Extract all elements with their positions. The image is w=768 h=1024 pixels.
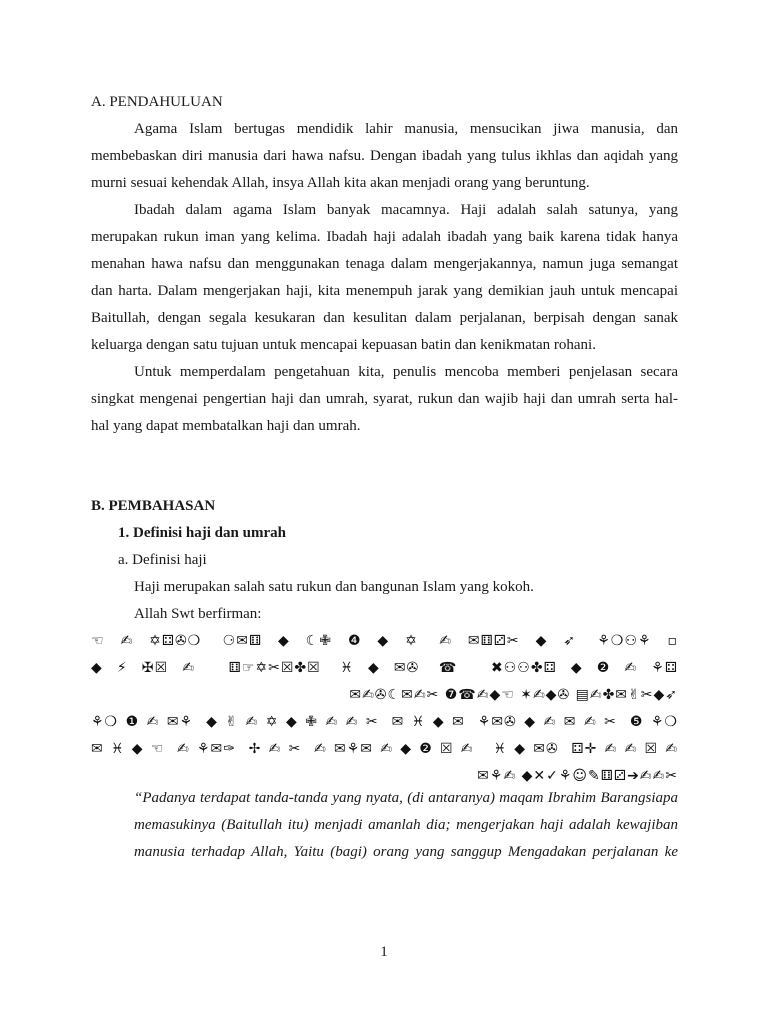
- section-a-heading: A. PENDAHULUAN: [91, 94, 223, 110]
- translation-line: memasukinya (Baitullah itu) menjadi amanlah dia; mengerjakan haji adalah kewajiban: [134, 817, 678, 833]
- paragraph-line: Allah Swt berfirman:: [134, 606, 262, 622]
- arabic-verse-line: ✉⚘✍ ◆✕✓⚘☺✎⚅⚂➔✍✍✂: [477, 768, 678, 784]
- paragraph-line: murni sesuai kehendak Allah, insya Allah kita akan menjadi orang yang beruntung.: [91, 175, 590, 191]
- paragraph-line: dan harta. Dalam mengerjakan haji, kita menempuh jarak yang demikian jauh untuk mencapai: [91, 283, 678, 299]
- paragraph-line: singkat mengenai pengertian haji dan umrah, syarat, rukun dan wajib haji dan umrah serta hal-: [91, 391, 678, 407]
- section-b-heading: B. PEMBAHASAN: [91, 498, 216, 514]
- paragraph-line: keluarga dengan satu tujuan untuk mencapai kepuasan batin dan kenikmatan rohani.: [91, 337, 596, 353]
- arabic-verse-line: ✉♓◆☜ ✍⚘✉✑ ✢✍✂ ✍✉⚘✉✍◆❷☒✍ ♓◆✉✇ ⚃✛✍✍☒✍: [91, 741, 678, 757]
- paragraph-line: Haji merupakan salah satu rukun dan bangunan Islam yang kokoh.: [134, 579, 534, 595]
- subsection-heading: 1. Definisi haji dan umrah: [118, 525, 286, 541]
- paragraph-line: Baitullah, dengan segala kesukaran dan kesulitan dalam perjalanan, berpisah dengan sanak: [91, 310, 678, 326]
- paragraph-line: Agama Islam bertugas mendidik lahir manusia, mensucikan jiwa manusia, dan: [134, 121, 678, 137]
- translation-line: manusia terhadap Allah, Yaitu (bagi) orang yang sanggup Mengadakan perjalanan ke: [134, 844, 678, 860]
- arabic-verse-line: ☜✍✡⚃✇❍ ⚆✉⚅◆☾✙❹◆✡ ✍✉⚅⚂✂◆➶ ⚘❍⚇⚘▫: [91, 633, 678, 649]
- arabic-verse-line: ⚘❍❶✍✉⚘ ◆✌✍✡◆✙✍✍✂ ✉♓◆✉ ⚘✉✇◆✍✉✍✂ ❺⚘❍: [91, 714, 678, 730]
- arabic-verse-line: ✉✍✇☾✉✍✂ ❼☎✍◆☜ ✶✍◆✇ ▤✍✤✉✌✂◆➶: [349, 687, 678, 703]
- sub-item-heading: a. Definisi haji: [118, 552, 207, 568]
- arabic-verse-line: ◆⚡✠☒✍ ⚅☞✡✂☒✤☒ ♓◆✉✇ ☎ ✖⚇⚇✤⚃◆❷✍⚘⚃: [91, 660, 678, 676]
- paragraph-line: membebaskan diri manusia dari hawa nafsu. Dengan ibadah yang tulus ikhlas dan aqidah yang: [91, 148, 678, 164]
- paragraph-line: menahan hawa nafsu dan menggunakan tenaga dalam mengerjakannya, namun juga semangat: [91, 256, 678, 272]
- page-number: 1: [380, 944, 388, 960]
- paragraph-line: Untuk memperdalam pengetahuan kita, penulis mencoba memberi penjelasan secara: [134, 364, 678, 380]
- paragraph-line: hal yang dapat membatalkan haji dan umrah.: [91, 418, 361, 434]
- translation-line: “Padanya terdapat tanda-tanda yang nyata, (di antaranya) maqam Ibrahim Barangsiapa: [134, 790, 678, 806]
- paragraph-line: Ibadah dalam agama Islam banyak macamnya. Haji adalah salah satunya, yang: [134, 202, 678, 218]
- paragraph-line: merupakan rukun iman yang kelima. Ibadah haji adalah ibadah yang baik karena tidak hanya: [91, 229, 678, 245]
